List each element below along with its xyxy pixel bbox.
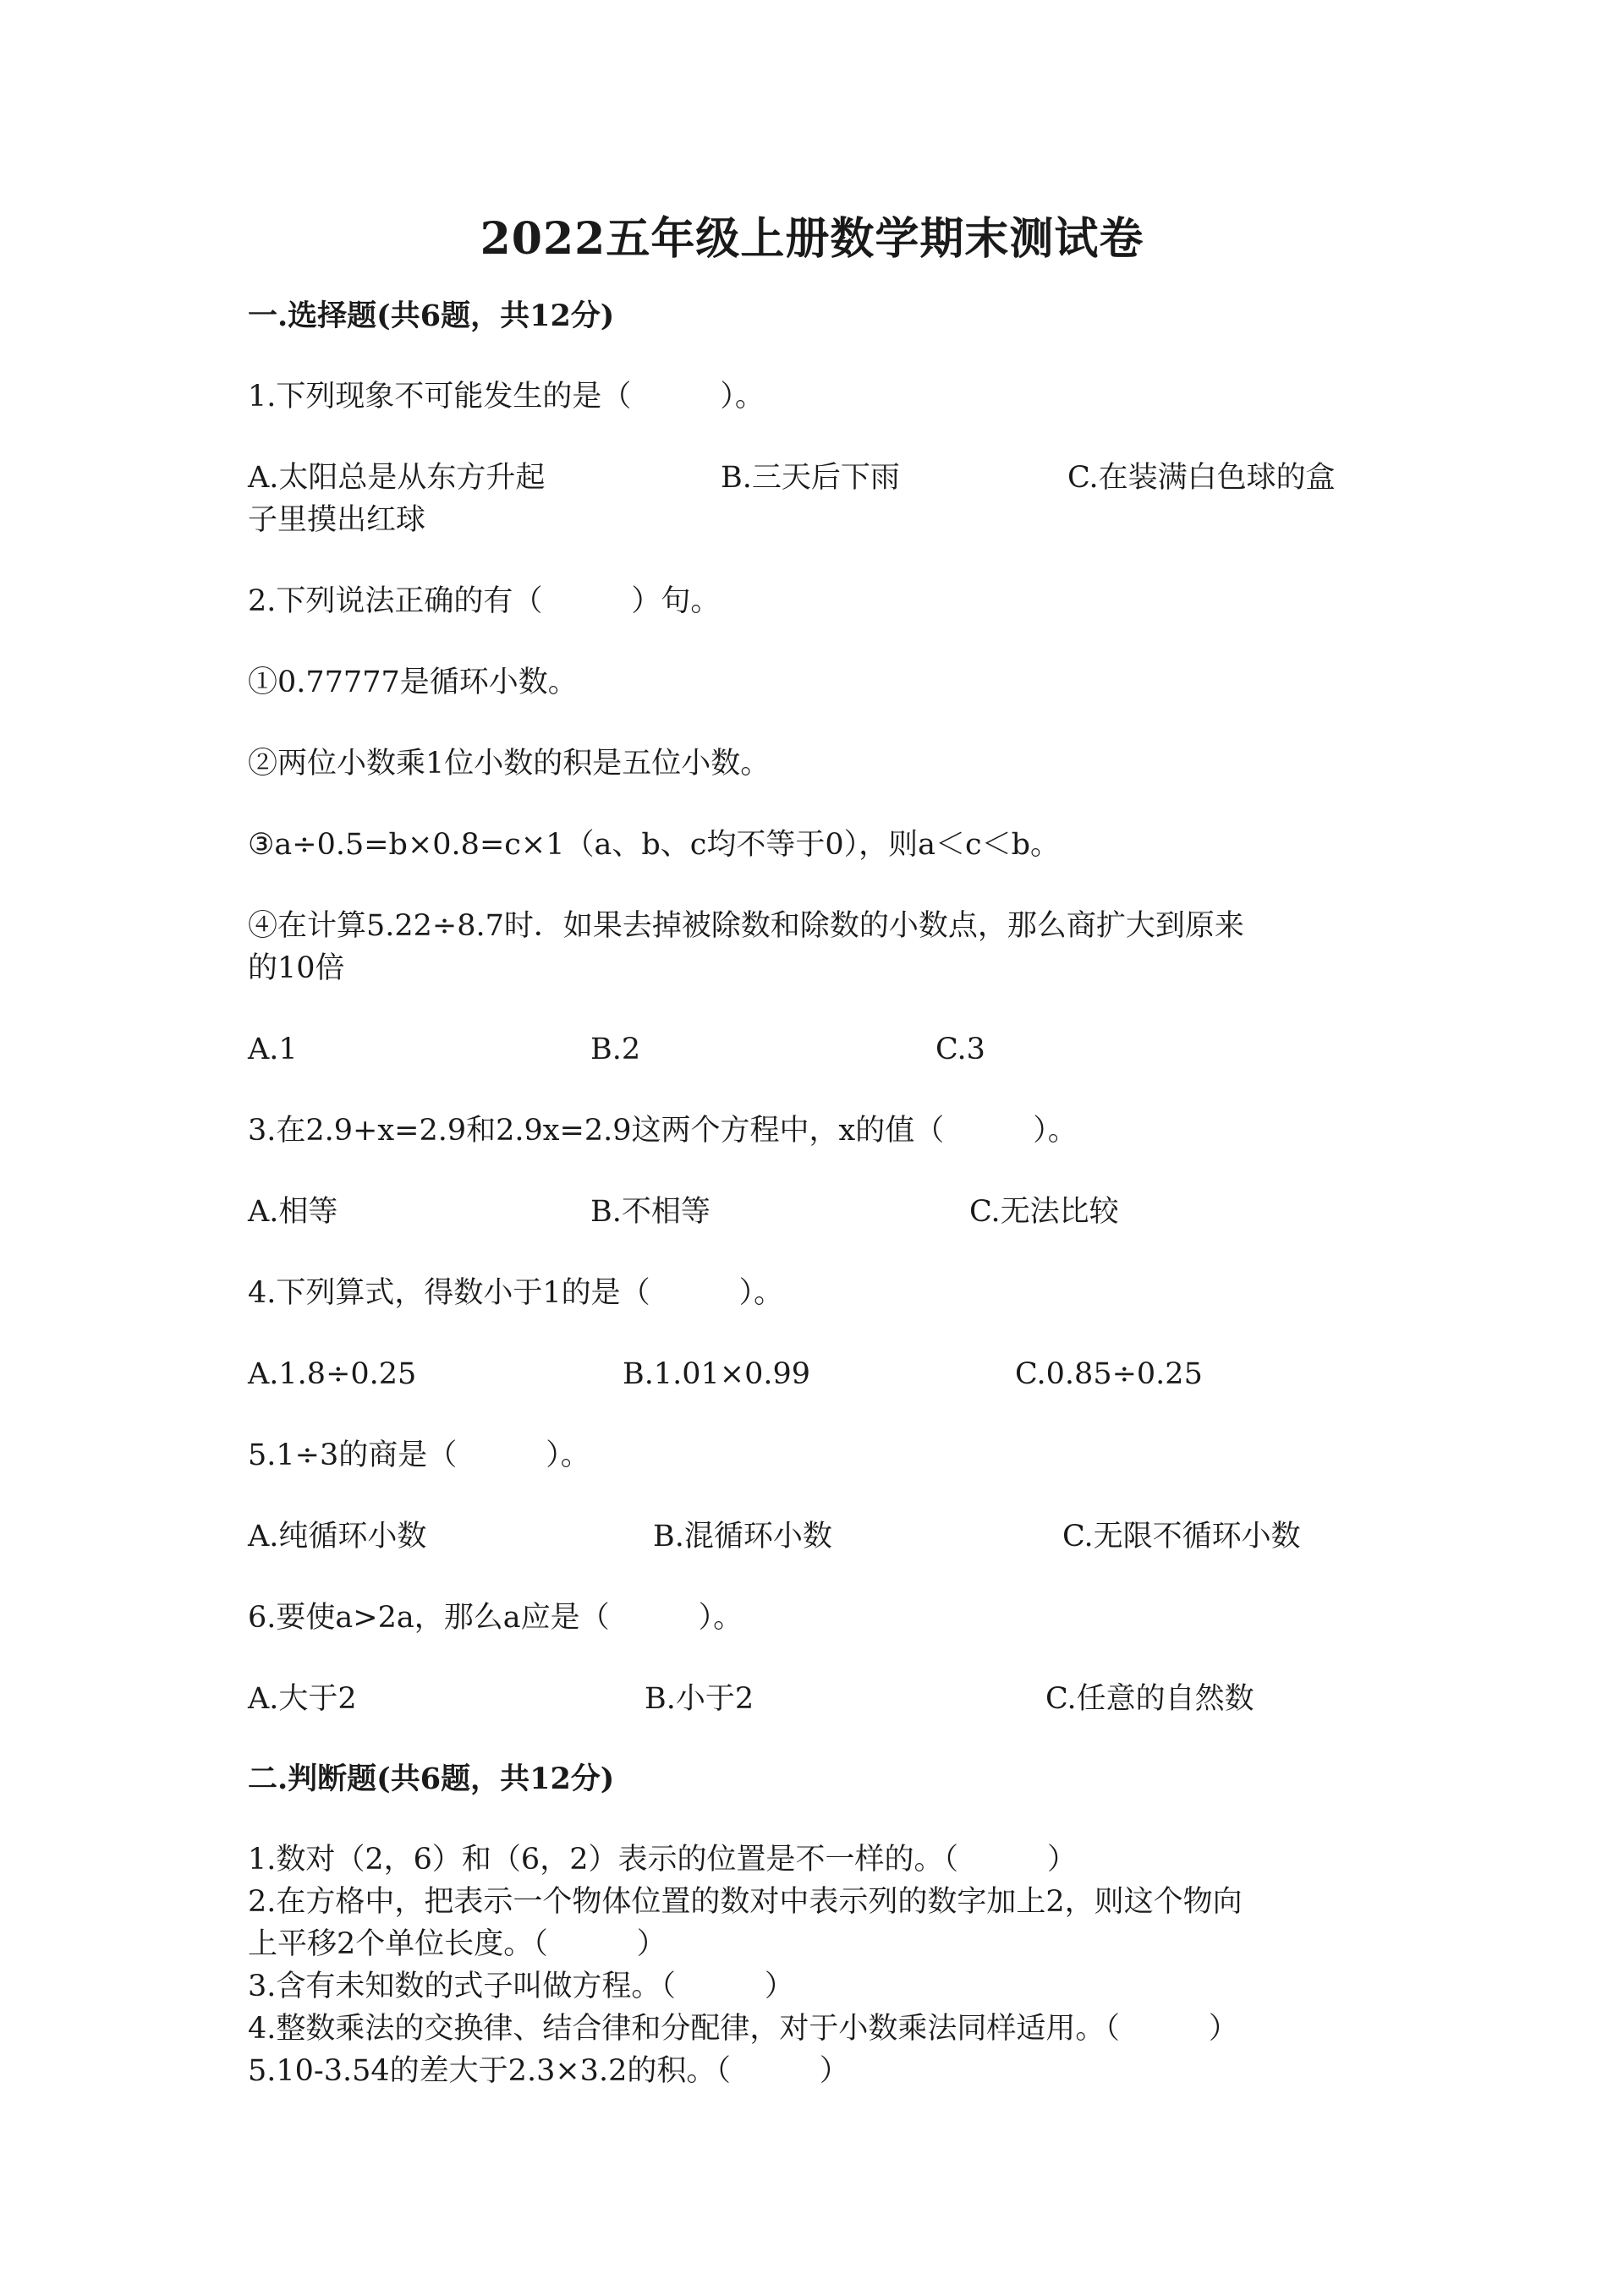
q2-statement-2: ②两位小数乘1位小数的积是五位小数。: [248, 747, 771, 781]
section-heading-choice: 一.选择题(共6题，共12分): [248, 299, 615, 333]
question-5-options: [248, 1515, 1381, 1558]
q1-option-c: C.在装满白色球的盒: [1067, 461, 1336, 495]
judge-item-2: 2.在方格中，把表示一个物体位置的数对中表示列的数字加上2，则这个物向: [248, 1885, 1243, 1919]
q1-option-b: B.三天后下雨: [721, 461, 900, 495]
judge-item-3: 3.含有未知数的式子叫做方程。（ ）: [248, 1970, 794, 2003]
q6-option-c: C.任意的自然数: [1045, 1682, 1254, 1716]
q2-option-b: B.2: [590, 1033, 641, 1066]
exam-content: [248, 296, 1381, 2092]
q3-option-a: A.相等: [248, 1195, 338, 1229]
q2-statement-1: ①0.77777是循环小数。: [248, 666, 578, 699]
q2-statement-4: ④在计算5.22÷8.7时．如果去掉被除数和除数的小数点，那么商扩大到原来: [248, 909, 1244, 943]
q2-option-c: C.3: [935, 1033, 985, 1066]
q2-statement-4-continued: 的10倍: [248, 951, 345, 985]
judge-item-2-continued: 上平移2个单位长度。（ ）: [248, 1927, 667, 1961]
question-4-options: [248, 1353, 1381, 1395]
question-6-options: [248, 1678, 1381, 1720]
question-3-options: [248, 1191, 1381, 1233]
question-6-stem: 6.要使a>2a，那么a应是（ ）。: [248, 1601, 743, 1635]
q5-option-b: B.混循环小数: [653, 1520, 832, 1553]
q4-option-b: B.1.01×0.99: [623, 1357, 811, 1391]
q3-option-b: B.不相等: [590, 1195, 710, 1229]
question-4-stem: 4.下列算式，得数小于1的是（ ）。: [248, 1276, 784, 1310]
question-1-options: [248, 457, 1381, 541]
question-5-stem: 5.1÷3的商是（ ）。: [248, 1438, 590, 1472]
q2-option-a: A.1: [248, 1033, 298, 1066]
q4-option-c: C.0.85÷0.25: [1015, 1357, 1203, 1391]
q1-option-a: A.太阳总是从东方升起: [248, 461, 546, 495]
q5-option-c: C.无限不循环小数: [1062, 1520, 1301, 1553]
page-title: 2022五年级上册数学期末测试卷: [480, 213, 1144, 265]
q1-option-c-continued: 子里摸出红球: [248, 503, 426, 537]
question-3-stem: 3.在2.9+x=2.9和2.9x=2.9这两个方程中，x的值（ ）。: [248, 1114, 1078, 1148]
judge-item-1: 1.数对（2，6）和（6，2）表示的位置是不一样的。（ ）: [248, 1843, 1077, 1877]
q6-option-b: B.小于2: [645, 1682, 754, 1716]
question-2-options: [248, 1028, 1381, 1071]
q6-option-a: A.大于2: [248, 1682, 357, 1716]
judge-item-5: 5.10-3.54的差大于2.3×3.2的积。（ ）: [248, 2054, 849, 2088]
section-heading-judge: 二.判断题(共6题，共12分): [248, 1762, 615, 1796]
question-1-stem: 1.下列现象不可能发生的是（ ）。: [248, 380, 765, 414]
q4-option-a: A.1.8÷0.25: [248, 1357, 417, 1391]
judge-item-4: 4.整数乘法的交换律、结合律和分配律，对于小数乘法同样适用。（ ）: [248, 2012, 1238, 2046]
q2-statement-3: ③a÷0.5=b×0.8=c×1（a、b、c均不等于0），则a＜c＜b。: [248, 828, 1060, 862]
q5-option-a: A.纯循环小数: [248, 1520, 427, 1553]
question-2-stem: 2.下列说法正确的有（ ）句。: [248, 584, 721, 618]
q3-option-c: C.无法比较: [969, 1195, 1119, 1229]
